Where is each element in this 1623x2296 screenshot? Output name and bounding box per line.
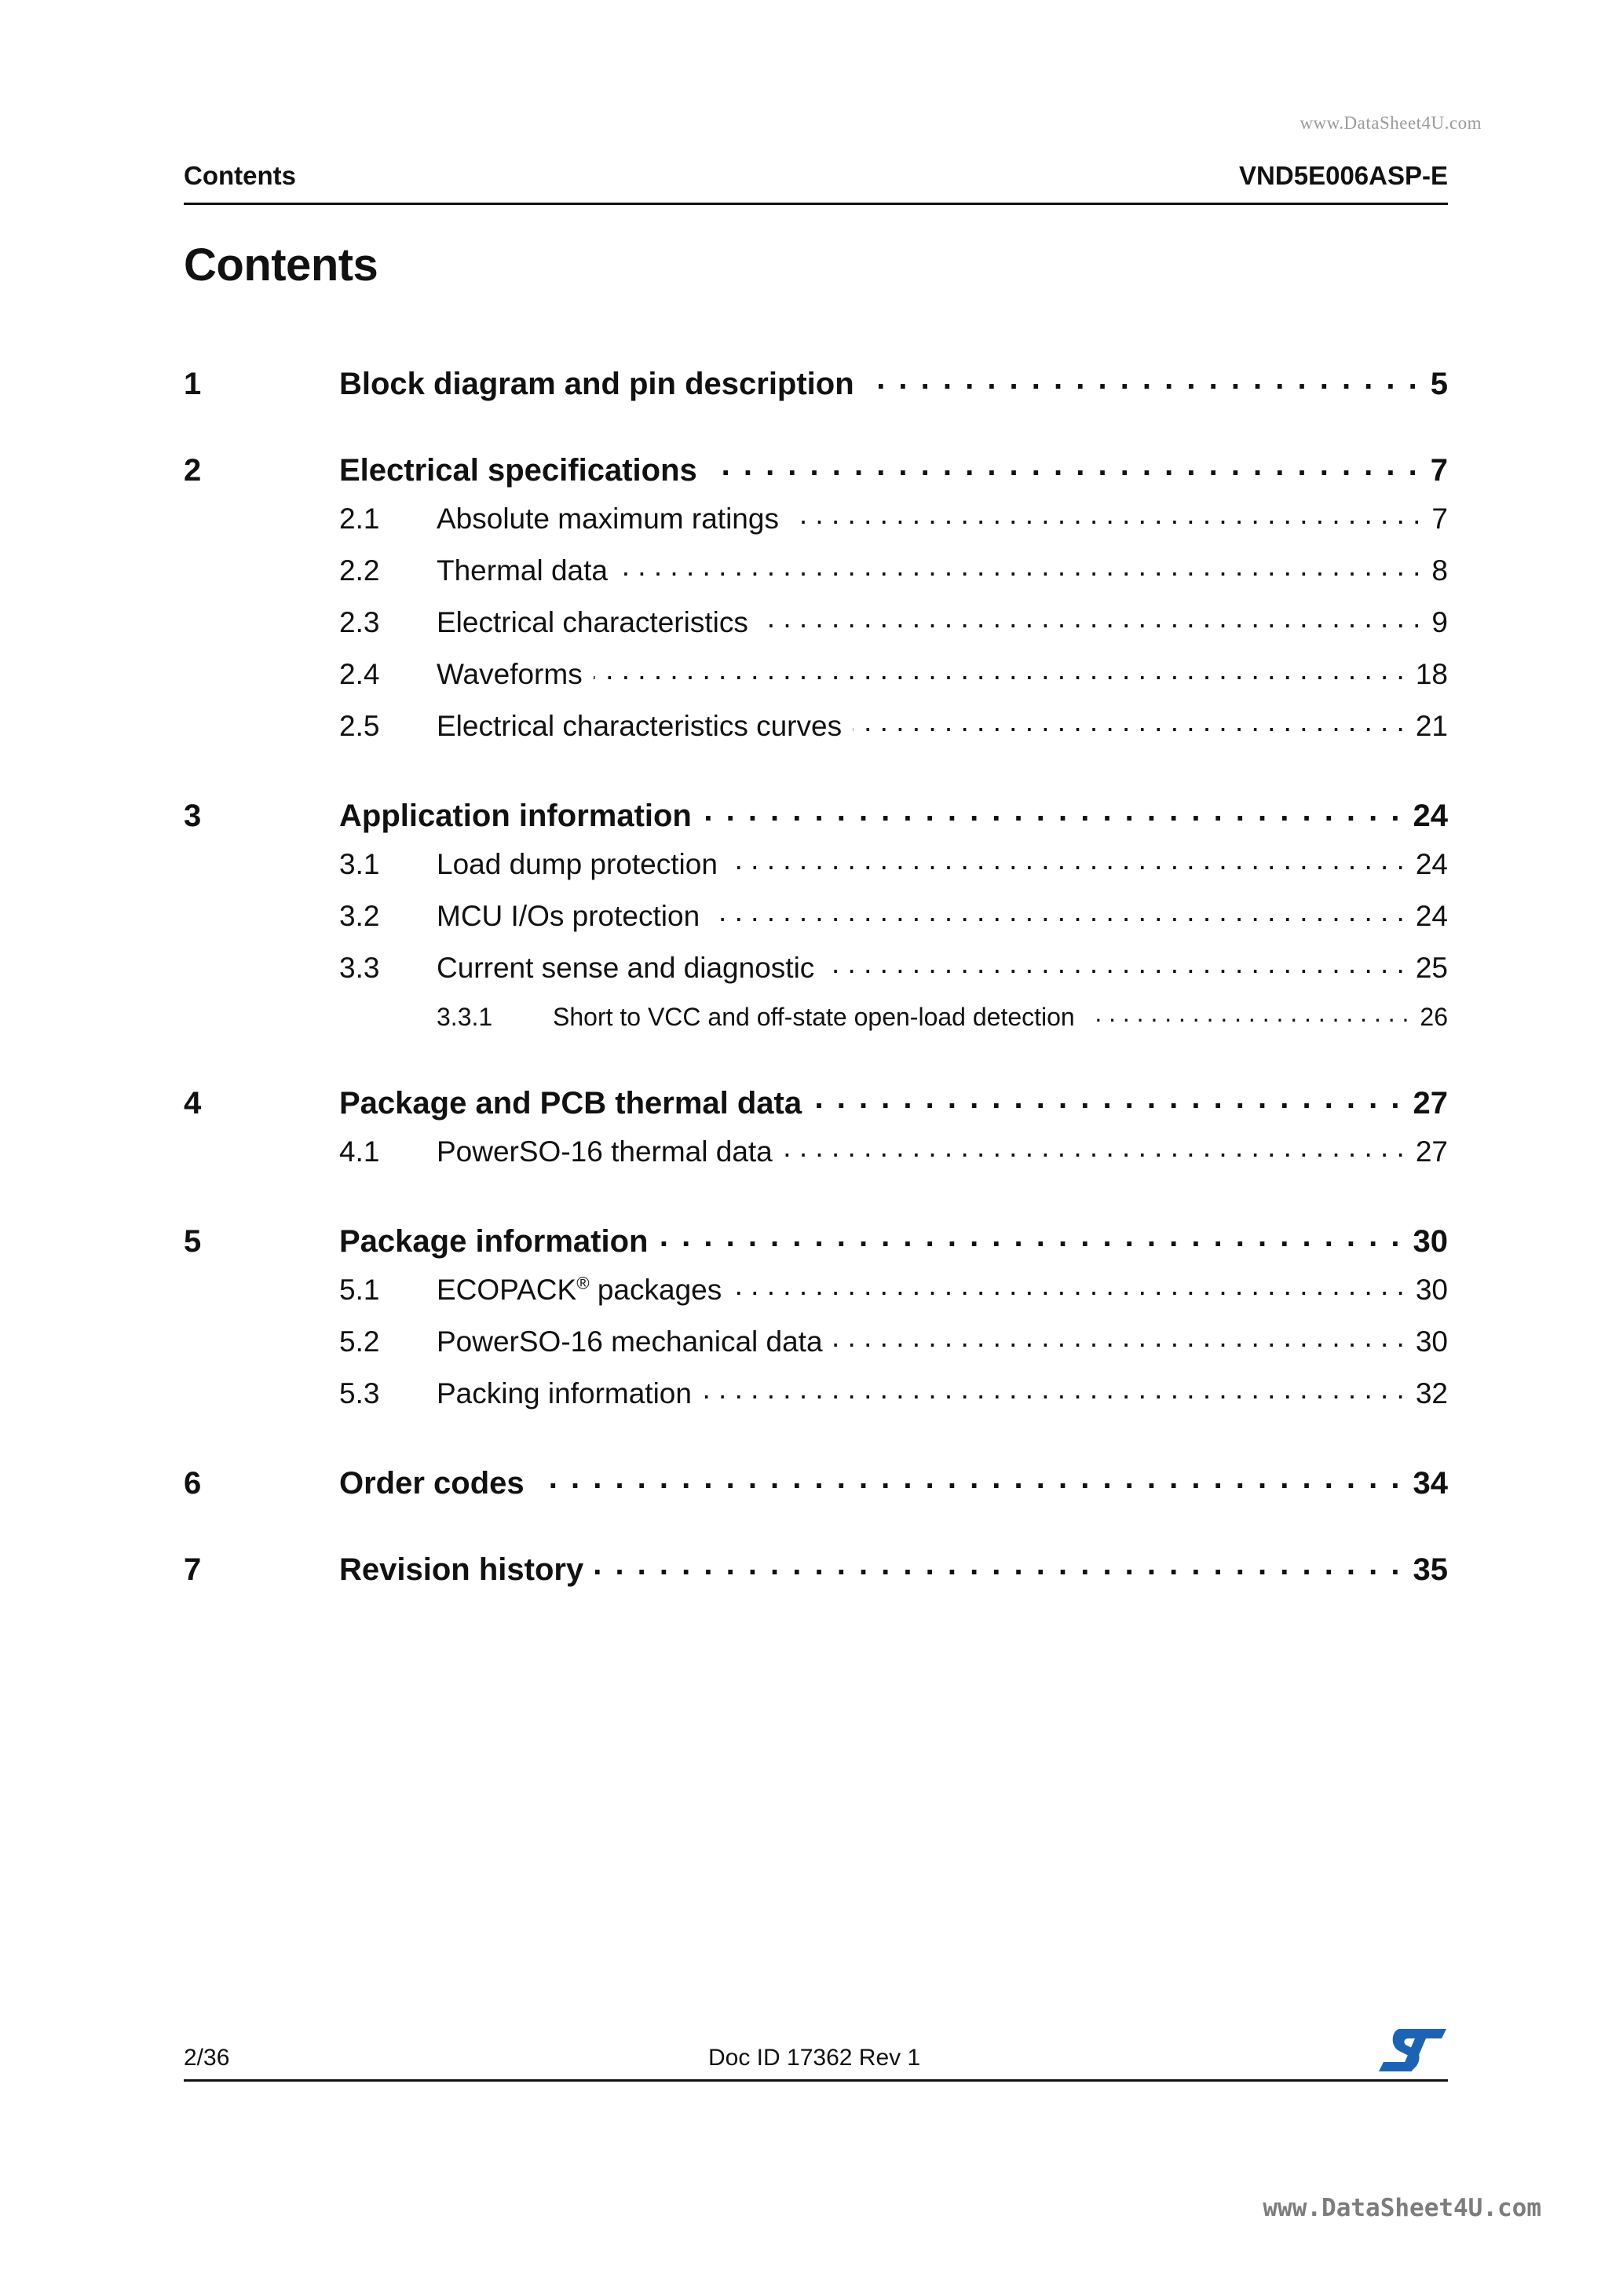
toc-entry-label-text: Package information <box>339 1224 649 1259</box>
footer-doc-id: Doc ID 17362 Rev 1 <box>708 2045 921 2071</box>
toc-entry-label-text: Waveforms <box>437 658 583 690</box>
toc-entry-label-text: Short to VCC and off-state open-load detection <box>553 1003 1075 1031</box>
toc-entry-label <box>437 1264 733 1316</box>
toc-entry-page: 24 <box>1413 799 1448 833</box>
toc-entry-label-text: Block diagram and pin description <box>339 367 854 401</box>
toc-entry-5-2[interactable] <box>184 1316 1448 1368</box>
toc-entry-label <box>437 942 825 994</box>
toc-entry-label-text: Load dump protection <box>437 848 718 880</box>
toc-entry-label <box>437 597 759 649</box>
toc-dot-leader <box>711 897 1405 926</box>
toc-entry-5[interactable] <box>184 1220 1448 1264</box>
toc-entry-label <box>339 367 865 402</box>
toc-entry-page: 32 <box>1415 1377 1448 1409</box>
watermark-top: www.DataSheet4U.com <box>1299 113 1482 133</box>
toc-dot-leader <box>733 1270 1405 1300</box>
toc-dot-leader <box>659 1220 1402 1252</box>
toc-entry-label <box>437 700 853 752</box>
toc-entry-page: 9 <box>1431 606 1448 638</box>
toc-entry-page: 24 <box>1415 900 1448 932</box>
toc-entry-page: 21 <box>1415 710 1448 742</box>
toc-dot-leader <box>708 449 1420 481</box>
toc-entry-number: 2.3 <box>339 606 380 638</box>
toc-entry-number: 4 <box>184 1086 202 1121</box>
toc-dot-leader <box>784 1132 1405 1161</box>
toc-entry-2-5[interactable] <box>184 700 1448 752</box>
page-title: Contents <box>184 239 378 291</box>
table-of-contents <box>184 363 1448 1592</box>
toc-entry-number: 5.1 <box>339 1274 380 1306</box>
toc-entry-label <box>437 1316 834 1368</box>
toc-entry-number: 3.3 <box>339 952 380 984</box>
toc-entry-number: 2.1 <box>339 503 380 535</box>
toc-dot-leader <box>853 707 1405 736</box>
toc-entry-label <box>339 1224 659 1260</box>
toc-entry-4-1[interactable] <box>184 1126 1448 1178</box>
header-section-title: Contents <box>184 161 296 190</box>
toc-entry-number: 5.3 <box>339 1377 380 1409</box>
toc-entry-label-text: Revision history <box>339 1552 584 1587</box>
toc-entry-label-text: Electrical characteristics <box>437 606 748 638</box>
toc-entry-label-text: Packing information <box>437 1377 692 1409</box>
toc-entry-5-1[interactable] <box>184 1264 1448 1316</box>
toc-entry-number: 5 <box>184 1224 202 1259</box>
toc-entry-number: 4.1 <box>339 1135 380 1168</box>
toc-entry-page: 24 <box>1415 848 1448 880</box>
toc-entry-page: 30 <box>1415 1325 1448 1358</box>
toc-entry-number: 3.2 <box>339 900 380 932</box>
toc-entry-label <box>339 1552 594 1588</box>
toc-entry-page: 25 <box>1415 952 1448 984</box>
toc-entry-page: 35 <box>1413 1552 1448 1587</box>
footer-page-number: 2/36 <box>184 2045 230 2071</box>
toc-entry-number: 6 <box>184 1466 202 1501</box>
toc-dot-leader <box>865 363 1420 394</box>
toc-entry-label-text: Application information <box>339 799 692 833</box>
toc-dot-leader <box>703 1374 1405 1403</box>
toc-entry-label <box>437 890 711 942</box>
toc-entry-label-text: ECOPACK <box>437 1274 577 1306</box>
toc-entry-2-1[interactable] <box>184 493 1448 545</box>
toc-entry-label <box>437 545 619 597</box>
toc-entry-label <box>437 493 790 545</box>
toc-entry-page: 8 <box>1431 554 1448 587</box>
toc-entry-label <box>339 799 703 834</box>
st-logo-icon <box>1377 2027 1448 2079</box>
toc-dot-leader <box>619 551 1420 580</box>
toc-dot-leader <box>729 845 1405 874</box>
toc-entry-label-text: Thermal data <box>437 554 608 587</box>
toc-entry-page: 5 <box>1430 367 1448 401</box>
toc-entry-label-text: Electrical characteristics curves <box>437 710 843 742</box>
toc-entry-page: 26 <box>1420 1003 1448 1031</box>
toc-entry-label <box>437 1368 703 1420</box>
page-header <box>184 157 1448 205</box>
toc-entry-label-text: Current sense and diagnostic <box>437 952 815 984</box>
toc-entry-label-text: Package and PCB thermal data <box>339 1086 802 1121</box>
toc-entry-2-2[interactable] <box>184 545 1448 597</box>
toc-entry-label-text: MCU I/Os protection <box>437 900 700 932</box>
toc-entry-page: 18 <box>1415 658 1448 690</box>
toc-entry-5-3[interactable] <box>184 1368 1448 1420</box>
toc-dot-leader <box>594 655 1405 684</box>
toc-entry-2-4[interactable] <box>184 649 1448 700</box>
toc-entry-number: 3 <box>184 799 202 833</box>
toc-entry-number: 2.2 <box>339 554 380 587</box>
toc-entry-label-text: PowerSO-16 thermal data <box>437 1135 773 1168</box>
toc-entry-label-text: PowerSO-16 mechanical data <box>437 1325 823 1358</box>
toc-entry-number: 7 <box>184 1552 202 1587</box>
toc-dot-leader <box>594 1548 1402 1580</box>
toc-entry-page: 27 <box>1415 1135 1448 1168</box>
toc-entry-7[interactable] <box>184 1548 1448 1592</box>
toc-entry-2-3[interactable] <box>184 597 1448 649</box>
toc-dot-leader <box>813 1082 1402 1113</box>
toc-entry-label <box>553 994 1086 1040</box>
watermark-bottom: www.DataSheet4U.com <box>1263 2194 1541 2222</box>
toc-entry-number: 1 <box>184 367 202 401</box>
toc-entry-page: 27 <box>1413 1086 1448 1121</box>
toc-entry-label-text: Order codes <box>339 1466 525 1501</box>
toc-entry-number: 3.3.1 <box>437 1003 493 1031</box>
page-footer <box>184 2040 1448 2082</box>
toc-entry-page: 30 <box>1415 1274 1448 1306</box>
toc-entry-page: 7 <box>1430 453 1448 488</box>
header-part-number: VND5E006ASP-E <box>1239 161 1448 190</box>
toc-dot-leader <box>790 499 1420 528</box>
toc-entry-3-3-1[interactable] <box>184 994 1448 1040</box>
toc-entry-label <box>339 453 708 488</box>
toc-entry-3[interactable] <box>184 795 1448 839</box>
toc-entry-3-3[interactable] <box>184 942 1448 994</box>
toc-dot-leader <box>834 1322 1405 1351</box>
toc-entry-label <box>339 1466 536 1501</box>
toc-entry-number: 2 <box>184 453 202 488</box>
toc-entry-label-text: Electrical specifications <box>339 453 697 488</box>
toc-entry-6[interactable] <box>184 1462 1448 1506</box>
toc-entry-3-2[interactable] <box>184 890 1448 942</box>
toc-entry-label <box>339 1086 813 1121</box>
registered-trademark-mark: ® <box>576 1273 590 1293</box>
toc-entry-number: 2.4 <box>339 658 380 690</box>
toc-entry-number: 3.1 <box>339 848 380 880</box>
toc-entry-number: 5.2 <box>339 1325 380 1358</box>
toc-dot-leader <box>1086 1000 1409 1026</box>
toc-dot-leader <box>825 949 1405 978</box>
toc-dot-leader <box>759 603 1421 632</box>
toc-entry-number: 2.5 <box>339 710 380 742</box>
toc-entry-label-text: Absolute maximum ratings <box>437 503 779 535</box>
toc-dot-leader <box>703 795 1402 826</box>
toc-entry-label <box>437 1126 784 1178</box>
toc-entry-label <box>437 839 729 890</box>
toc-entry-label-suffix: packages <box>589 1274 722 1306</box>
toc-entry-label <box>437 649 594 700</box>
toc-entry-2[interactable] <box>184 449 1448 493</box>
toc-entry-page: 34 <box>1413 1466 1448 1501</box>
toc-entry-3-1[interactable] <box>184 839 1448 890</box>
toc-entry-page: 30 <box>1413 1224 1448 1259</box>
toc-dot-leader <box>536 1462 1402 1493</box>
toc-entry-4[interactable] <box>184 1082 1448 1126</box>
toc-entry-page: 7 <box>1431 503 1448 535</box>
toc-entry-1[interactable] <box>184 363 1448 407</box>
